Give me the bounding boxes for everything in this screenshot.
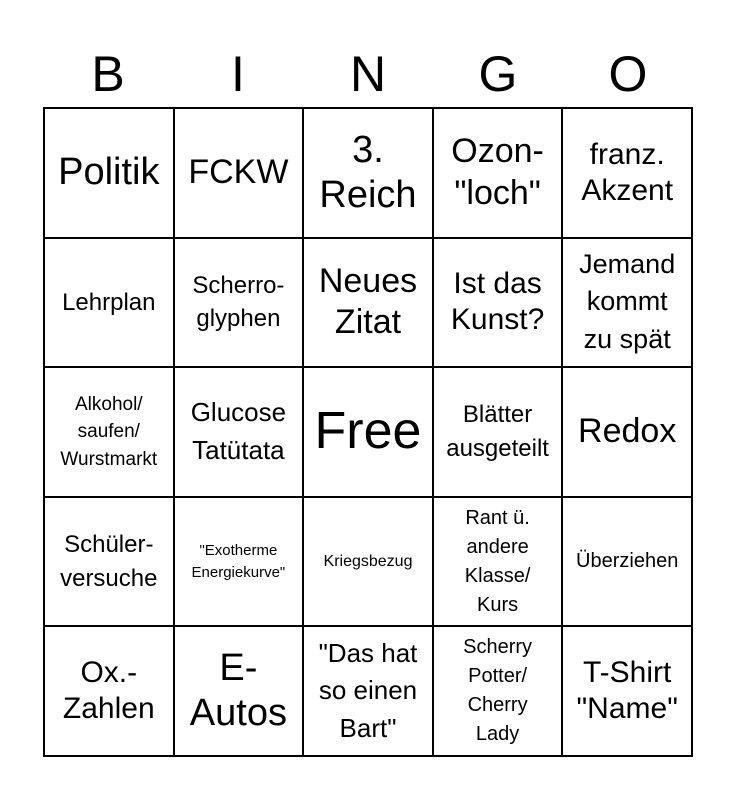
cell-text: Rant ü. andere Klasse/ Kurs bbox=[464, 506, 531, 616]
bingo-cell-r1-c5[interactable] bbox=[563, 109, 693, 239]
cell-text: "Exotherme Energiekurve" bbox=[191, 541, 286, 581]
bingo-cell-r4-c3[interactable] bbox=[304, 498, 434, 628]
bingo-cell-r4-c4[interactable] bbox=[434, 498, 564, 628]
bingo-cell-r5-c2[interactable] bbox=[175, 627, 305, 757]
cell-text: Schüler- versuche bbox=[60, 531, 158, 592]
bingo-cell-r2-c1[interactable] bbox=[45, 239, 175, 369]
bingo-cell-r4-c1[interactable] bbox=[45, 498, 175, 628]
cell-text: Kriegsbezug bbox=[323, 553, 413, 570]
bingo-cell-r1-c3[interactable] bbox=[304, 109, 434, 239]
free-space-label: Free bbox=[314, 402, 422, 461]
bingo-cell-r1-c1[interactable] bbox=[45, 109, 175, 239]
header-letter-b: B bbox=[91, 46, 125, 102]
cell-text: Redox bbox=[578, 412, 677, 451]
bingo-cell-r4-c2[interactable] bbox=[175, 498, 305, 628]
bingo-cell-r2-c4[interactable] bbox=[434, 239, 564, 369]
header-letter-o: O bbox=[608, 46, 648, 102]
cell-text: 3. Reich bbox=[319, 128, 417, 216]
bingo-cell-r5-c4[interactable] bbox=[434, 627, 564, 757]
bingo-cell-r3-c5[interactable] bbox=[563, 368, 693, 498]
bingo-cell-r5-c5[interactable] bbox=[563, 627, 693, 757]
bingo-cell-r1-c4[interactable] bbox=[434, 109, 564, 239]
cell-text: Neues Zitat bbox=[318, 261, 418, 342]
cell-text: Scherry Potter/ Cherry Lady bbox=[463, 636, 533, 746]
cell-text: Ist das Kunst? bbox=[450, 267, 545, 337]
bingo-cell-r1-c2[interactable] bbox=[175, 109, 305, 239]
cell-text: Jemand kommt zu spät bbox=[579, 248, 676, 355]
bingo-cell-r3-c1[interactable] bbox=[45, 368, 175, 498]
bingo-cell-r3-c2[interactable] bbox=[175, 368, 305, 498]
cell-text: Überziehen bbox=[576, 550, 679, 573]
bingo-cell-r2-c2[interactable] bbox=[175, 239, 305, 369]
free-space[interactable] bbox=[304, 368, 434, 498]
header-letter-i: I bbox=[231, 46, 245, 102]
cell-text: Politik bbox=[58, 151, 160, 194]
cell-text: T-Shirt "Name" bbox=[576, 656, 678, 726]
cell-text: Alkohol/ saufen/ Wurstmarkt bbox=[60, 393, 158, 470]
cell-text: FCKW bbox=[188, 153, 289, 192]
cell-text: Glucose Tatütata bbox=[190, 397, 287, 465]
bingo-cell-r5-c3[interactable] bbox=[304, 627, 434, 757]
bingo-cell-r2-c5[interactable] bbox=[563, 239, 693, 369]
header-letter-n: N bbox=[349, 46, 387, 102]
bingo-cell-r4-c5[interactable] bbox=[563, 498, 693, 628]
bingo-cell-r3-c4[interactable] bbox=[434, 368, 564, 498]
bingo-cell-r2-c3[interactable] bbox=[304, 239, 434, 369]
header-letter-g: G bbox=[478, 46, 518, 102]
bingo-cell-r5-c1[interactable] bbox=[45, 627, 175, 757]
cell-text: Scherro- glyphen bbox=[192, 271, 285, 333]
bingo-header bbox=[43, 40, 693, 108]
cell-text: Ox.- Zahlen bbox=[62, 656, 155, 726]
cell-text: "Das hat so einen Bart" bbox=[318, 637, 418, 744]
cell-text: E- Autos bbox=[189, 647, 287, 735]
bingo-card bbox=[43, 107, 693, 757]
cell-text: franz. Akzent bbox=[581, 137, 674, 207]
cell-text: Lehrplan bbox=[62, 288, 156, 316]
cell-text: Ozon- "loch" bbox=[451, 132, 544, 212]
cell-text: Blätter ausgeteilt bbox=[446, 401, 549, 462]
